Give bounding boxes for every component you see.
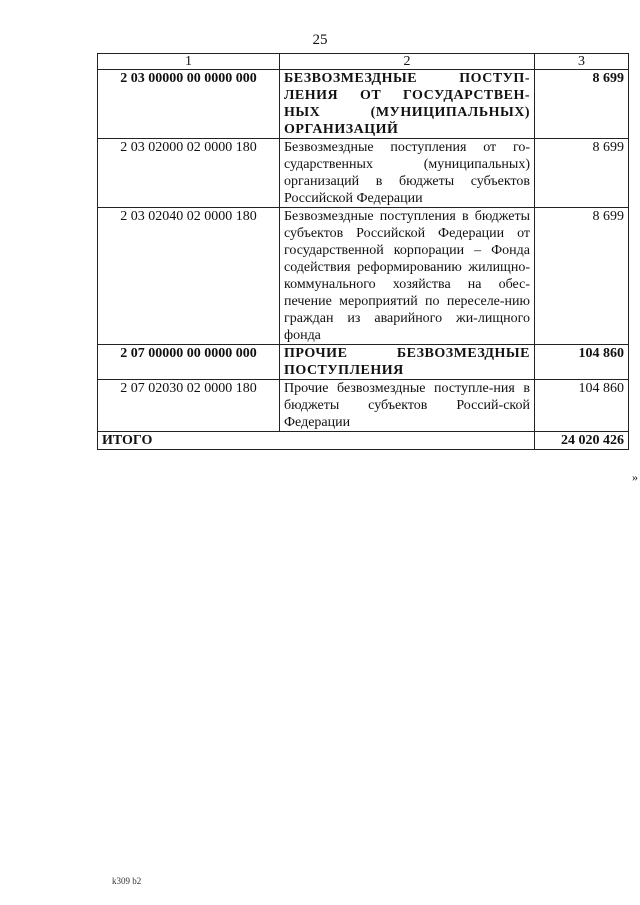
row-name: БЕЗВОЗМЕЗДНЫЕ ПОСТУП-ЛЕНИЯ ОТ ГОСУДАРСТВЕН-НЫХ (МУНИЦИПАЛЬНЫХ) ОРГАНИЗАЦИЙ [280,70,535,139]
total-label: ИТОГО [98,432,535,450]
row-name: Безвозмездные поступления в бюджеты субъектов Российской Федерации от государственной корпорации – Фонда содействия реформированию жилищно-коммунального хозяйства на обес-печение мероприятий по переселе-нию граждан из аварийного жи-лищного фонда [280,208,535,345]
row-code: 2 07 00000 00 0000 000 [98,345,280,380]
row-amount: 8 699 [535,208,629,345]
row-code: 2 07 02030 02 0000 180 [98,380,280,432]
row-name: Прочие безвозмездные поступле-ния в бюджеты субъектов Россий-ской Федерации [280,380,535,432]
table-row [98,70,629,139]
total-row [98,432,629,450]
total-amount: 24 020 426 [535,432,629,450]
page-number: 25 [312,32,328,48]
table-row [98,380,629,432]
column-number: 1 [98,54,280,70]
footer-code: k309 b2 [112,876,142,886]
row-name: Безвозмездные поступления от го-сударственных (муниципальных) организаций в бюджеты субъектов Российской Федерации [280,139,535,208]
budget-table [97,53,629,450]
table-row [98,139,629,208]
row-amount: 8 699 [535,70,629,139]
row-name: ПРОЧИЕ БЕЗВОЗМЕЗДНЫЕ ПОСТУПЛЕНИЯ [280,345,535,380]
column-number: 2 [280,54,535,70]
row-amount: 104 860 [535,380,629,432]
row-amount: 104 860 [535,345,629,380]
closing-quote-mark: » [632,470,638,484]
row-code: 2 03 02040 02 0000 180 [98,208,280,345]
table-row [98,345,629,380]
row-amount: 8 699 [535,139,629,208]
row-code: 2 03 02000 02 0000 180 [98,139,280,208]
column-number-row [98,54,629,70]
row-code: 2 03 00000 00 0000 000 [98,70,280,139]
column-number: 3 [535,54,629,70]
table-row [98,208,629,345]
